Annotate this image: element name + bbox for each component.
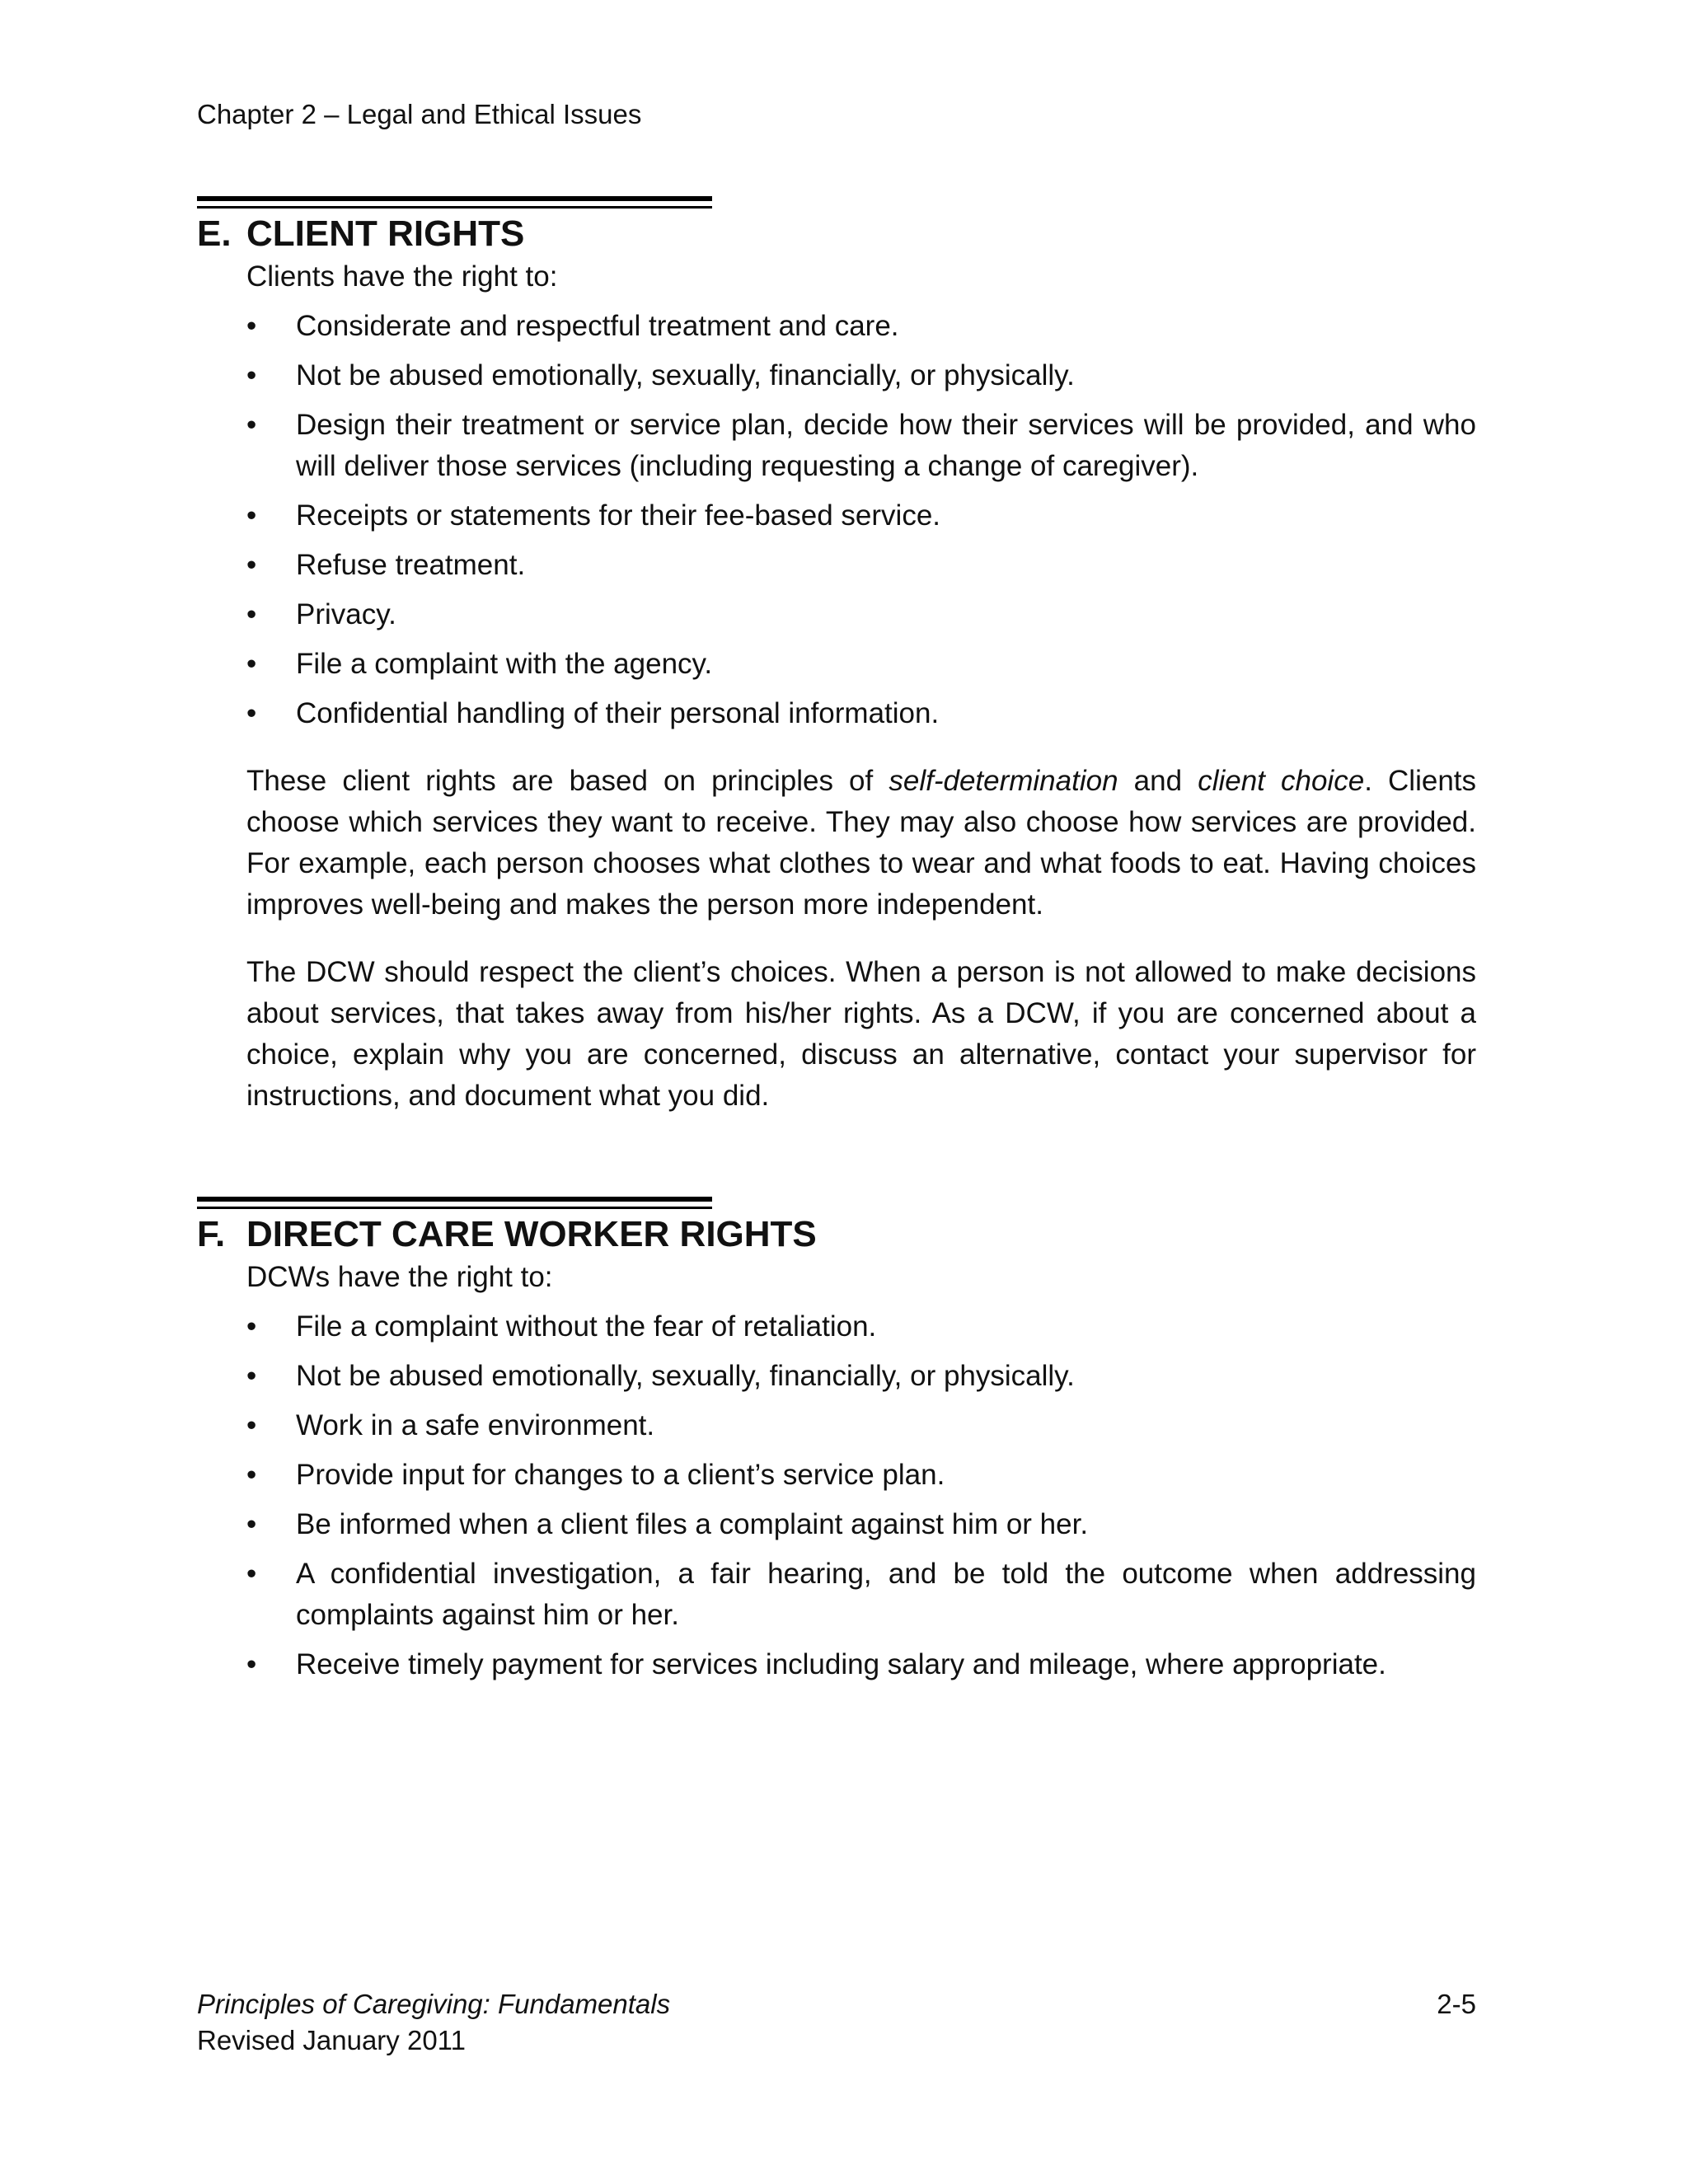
bullet-icon: • xyxy=(246,1558,257,1590)
section-letter: E. xyxy=(197,213,232,254)
list-item xyxy=(246,1356,1476,1397)
bullet-icon: • xyxy=(246,310,257,342)
bullet-icon: • xyxy=(246,549,257,581)
section-client-rights xyxy=(197,196,1476,1117)
footer-revision: Revised January 2011 xyxy=(197,2025,466,2055)
list-item xyxy=(246,1644,1476,1685)
section-title: CLIENT RIGHTS xyxy=(246,213,525,254)
emphasis-client-choice: client choice xyxy=(1198,765,1365,797)
list-item-text: Be informed when a client files a complaint against him or her. xyxy=(296,1508,1089,1540)
list-item-text: Work in a safe environment. xyxy=(296,1409,655,1441)
section-heading xyxy=(197,212,1476,256)
list-item xyxy=(246,1504,1476,1545)
list-item xyxy=(246,693,1476,734)
footer-book-title: Principles of Caregiving: Fundamentals xyxy=(197,1989,671,2019)
list-item xyxy=(246,405,1476,487)
bullet-icon: • xyxy=(246,1508,257,1540)
paragraph-self-determination xyxy=(246,761,1476,926)
list-item-text: Design their treatment or service plan, decide how their services will be provided, and who will deliver those services (including requesting a change of caregiver). xyxy=(296,409,1476,482)
list-item xyxy=(246,1306,1476,1347)
list-item-text: Not be abused emotionally, sexually, financially, or physically. xyxy=(296,1360,1075,1392)
list-item xyxy=(246,495,1476,537)
list-item xyxy=(246,1554,1476,1636)
bullet-icon: • xyxy=(246,1409,257,1441)
list-item xyxy=(246,355,1476,396)
list-item xyxy=(246,644,1476,685)
list-item xyxy=(246,594,1476,635)
bullet-icon: • xyxy=(246,499,257,532)
list-item-text: Receipts or statements for their fee-based service. xyxy=(296,499,941,532)
list-item xyxy=(246,306,1476,347)
list-item xyxy=(246,545,1476,586)
running-header: Chapter 2 – Legal and Ethical Issues xyxy=(197,99,642,129)
list-item-text: Receive timely payment for services including salary and mileage, where appropriate. xyxy=(296,1648,1386,1680)
bullet-icon: • xyxy=(246,359,257,391)
section-heading xyxy=(197,1212,1476,1257)
list-item-text: File a complaint without the fear of retaliation. xyxy=(296,1310,877,1343)
paragraph-text: and xyxy=(1118,765,1198,797)
section-intro: Clients have the right to: xyxy=(246,260,558,293)
list-item-text: Refuse treatment. xyxy=(296,549,526,581)
list-item-text: Confidential handling of their personal information. xyxy=(296,697,940,729)
bullet-icon: • xyxy=(246,648,257,680)
emphasis-self-determination: self-determination xyxy=(889,765,1118,797)
list-item-text: A confidential investigation, a fair hearing, and be told the outcome when addressing complaints against him or her. xyxy=(296,1558,1476,1631)
bullet-icon: • xyxy=(246,697,257,729)
list-item-text: Not be abused emotionally, sexually, financially, or physically. xyxy=(296,359,1075,391)
bullet-icon: • xyxy=(246,598,257,630)
section-intro: DCWs have the right to: xyxy=(246,1261,553,1293)
paragraph-respect-choices: The DCW should respect the client’s choices. When a person is not allowed to make decisions about services, that takes away from his/her rights. As a DCW, if you are concerned about a choice, explain why you are concerned, discuss an alternative, contact your supervisor for instructions, and document what you did. xyxy=(246,956,1476,1112)
bullet-icon: • xyxy=(246,1310,257,1343)
bullet-icon: • xyxy=(246,1459,257,1491)
bullet-icon: • xyxy=(246,1360,257,1392)
section-title: DIRECT CARE WORKER RIGHTS xyxy=(246,1214,817,1254)
dcw-rights-list xyxy=(246,1306,1476,1685)
page-footer xyxy=(197,1986,670,2059)
section-divider xyxy=(197,1197,712,1209)
bullet-icon: • xyxy=(246,409,257,441)
paragraph-text: These client rights are based on principles of xyxy=(246,765,889,797)
page-number: 2-5 xyxy=(1437,1989,1476,2019)
client-rights-list xyxy=(246,306,1476,734)
section-divider xyxy=(197,196,712,209)
section-dcw-rights xyxy=(197,1197,1476,1685)
list-item-text: File a complaint with the agency. xyxy=(296,648,713,680)
list-item-text: Privacy. xyxy=(296,598,396,630)
list-item-text: Considerate and respectful treatment and care. xyxy=(296,310,899,342)
list-item xyxy=(246,1455,1476,1496)
list-item xyxy=(246,1405,1476,1446)
list-item-text: Provide input for changes to a client’s service plan. xyxy=(296,1459,945,1491)
section-letter: F. xyxy=(197,1214,226,1254)
paragraph-text: . Clients choose which services they want to receive. They may also choose how services are provided. For example, each person chooses what clothes to wear and what foods to eat. Having choices improves well-being and makes the person more independent. xyxy=(246,765,1477,921)
bullet-icon: • xyxy=(246,1648,257,1680)
